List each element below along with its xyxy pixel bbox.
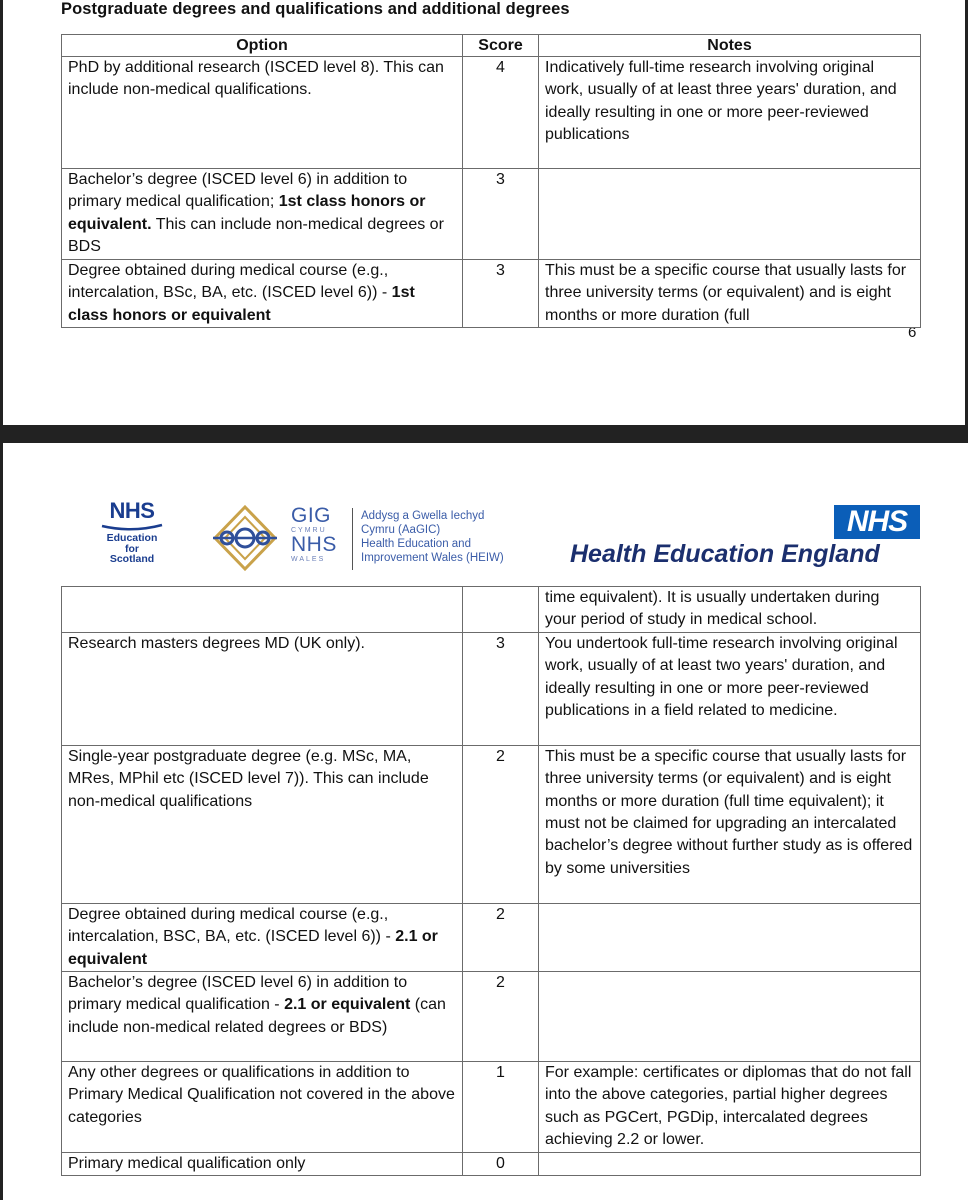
- heiw-line3: Health Education and: [361, 538, 471, 550]
- nhs-scotland-line3: Scotland: [109, 553, 155, 565]
- notes-cell: [539, 1153, 921, 1176]
- notes-cell: This must be a specific course that usually lasts for three university terms (or equivalent) and is eight months or more duration (full: [539, 260, 921, 328]
- score-cell: [463, 587, 539, 633]
- cymru-label: CYMRU: [291, 527, 327, 534]
- option-emphasis: 2.1 or equivalent: [284, 996, 411, 1014]
- table-row: [62, 632, 921, 745]
- option-cell: [62, 903, 463, 971]
- option-text: Degree obtained during medical course (e.g., intercalation, BSC, BA, etc. (ISCED level 6)) -: [68, 905, 396, 946]
- nhs-logo-box: NHS: [834, 505, 920, 539]
- logo-divider: [352, 508, 353, 570]
- option-cell: [62, 632, 463, 745]
- header-notes: Notes: [539, 35, 921, 57]
- option-text: Degree obtained during medical course (e.g., intercalation, BSc, BA, etc. (ISCED level 6)) -: [68, 262, 392, 302]
- notes-cell: This must be a specific course that usually lasts for three university terms (or equivalent) and is eight months or more duration (full time equivalent); it must not be claimed for upgrading an intercalated bachelor’s degree without further study as is offered by some universities: [539, 745, 921, 903]
- nhs-scotland-line1: Education: [106, 532, 158, 544]
- page-number: 6: [908, 324, 917, 341]
- wales-label: WALES: [291, 556, 326, 563]
- heiw-emblem-icon: [209, 503, 281, 573]
- gig-nhs-wales-text: [291, 506, 337, 564]
- table-row: [62, 260, 921, 328]
- option-emphasis: 1st class honors or equivalent.: [68, 193, 426, 233]
- option-text: Research masters degrees MD (UK only).: [68, 634, 365, 652]
- table-row: [62, 745, 921, 903]
- score-cell: 2: [463, 745, 539, 903]
- table-row: [62, 903, 921, 971]
- header-score: Score: [463, 35, 539, 57]
- option-cell: [62, 1062, 463, 1153]
- score-cell: 4: [463, 57, 539, 169]
- heiw-description: [361, 509, 504, 565]
- score-cell: 2: [463, 972, 539, 1062]
- scoring-table-page-1: [61, 34, 921, 328]
- nhs-scotland-mark: NHS: [109, 498, 155, 523]
- table-header-row: [62, 35, 921, 57]
- option-cell: [62, 972, 463, 1062]
- option-text: Bachelor’s degree (ISCED level 6) in addition to primary medical qualification -: [68, 974, 408, 1014]
- option-cell: [62, 745, 463, 903]
- page-divider: [0, 425, 968, 443]
- scoring-table-page-2: [61, 586, 921, 1176]
- score-cell: 2: [463, 903, 539, 971]
- option-cell: [62, 260, 463, 328]
- table-row: [62, 57, 921, 169]
- option-cell: [62, 57, 463, 169]
- section-title: Postgraduate degrees and qualifications and additional degrees: [61, 0, 570, 18]
- table-body: [62, 587, 921, 1176]
- score-cell: 1: [463, 1062, 539, 1153]
- option-cell: [62, 1153, 463, 1176]
- score-cell: 0: [463, 1153, 539, 1176]
- table-row: [62, 587, 921, 633]
- notes-cell: [539, 903, 921, 971]
- score-cell: 3: [463, 169, 539, 260]
- option-text: Any other degrees or qualifications in addition to Primary Medical Qualification not covered in the above categories: [68, 1064, 455, 1126]
- table-row: [62, 1153, 921, 1176]
- notes-cell: [539, 169, 921, 260]
- nhs-wales-label: NHS: [291, 533, 337, 556]
- health-education-england-logo: Health Education England: [570, 540, 880, 568]
- heiw-line1: Addysg a Gwella Iechyd: [361, 510, 485, 522]
- table-body: [62, 57, 921, 328]
- table-row: [62, 972, 921, 1062]
- gig-label: GIG: [291, 504, 332, 527]
- score-cell: 3: [463, 632, 539, 745]
- option-text: Single-year postgraduate degree (e.g. MSc, MA, MRes, MPhil etc (ISCED level 7)). This can include non-medical qualifications: [68, 747, 429, 810]
- table-row: [62, 169, 921, 260]
- heiw-line4: Improvement Wales (HEIW): [361, 552, 504, 564]
- option-cell: [62, 587, 463, 633]
- notes-cell: You undertook full-time research involving original work, usually of at least two years' duration, and ideally resulting in one or more peer-reviewed publications in a field related to medicine.: [539, 632, 921, 745]
- option-emphasis: 2.1 or equivalent: [68, 928, 438, 968]
- notes-cell: [539, 972, 921, 1062]
- option-text: Bachelor’s degree (ISCED level 6) in addition to primary medical qualification;: [68, 171, 408, 211]
- option-text: Primary medical qualification only: [68, 1155, 306, 1173]
- nhs-scotland-line2: for: [125, 542, 139, 555]
- option-text: (can include non-medical related degrees or BDS): [68, 996, 446, 1036]
- option-emphasis: 1st class honors or equivalent: [68, 284, 415, 324]
- score-cell: 3: [463, 260, 539, 328]
- heiw-line2: Cymru (AaGIC): [361, 524, 441, 536]
- swoosh-icon: [101, 523, 163, 531]
- option-text: PhD by additional research (ISCED level 8). This can include non-medical qualifications.: [68, 59, 444, 99]
- nhs-education-scotland-logo: [94, 500, 170, 565]
- header-option: Option: [62, 35, 463, 57]
- notes-cell: time equivalent). It is usually undertaken during your period of study in medical school.: [539, 587, 921, 633]
- option-cell: [62, 169, 463, 260]
- notes-cell: Indicatively full-time research involving original work, usually of at least three years' duration, and ideally resulting in one or more peer-reviewed publications: [539, 57, 921, 169]
- option-text: This can include non-medical degrees or BDS: [68, 215, 444, 256]
- notes-cell: For example: certificates or diplomas that do not fall into the above categories, partial higher degrees such as PGCert, PGDip, intercalated degrees achieving 2.2 or lower.: [539, 1062, 921, 1153]
- table-row: [62, 1062, 921, 1153]
